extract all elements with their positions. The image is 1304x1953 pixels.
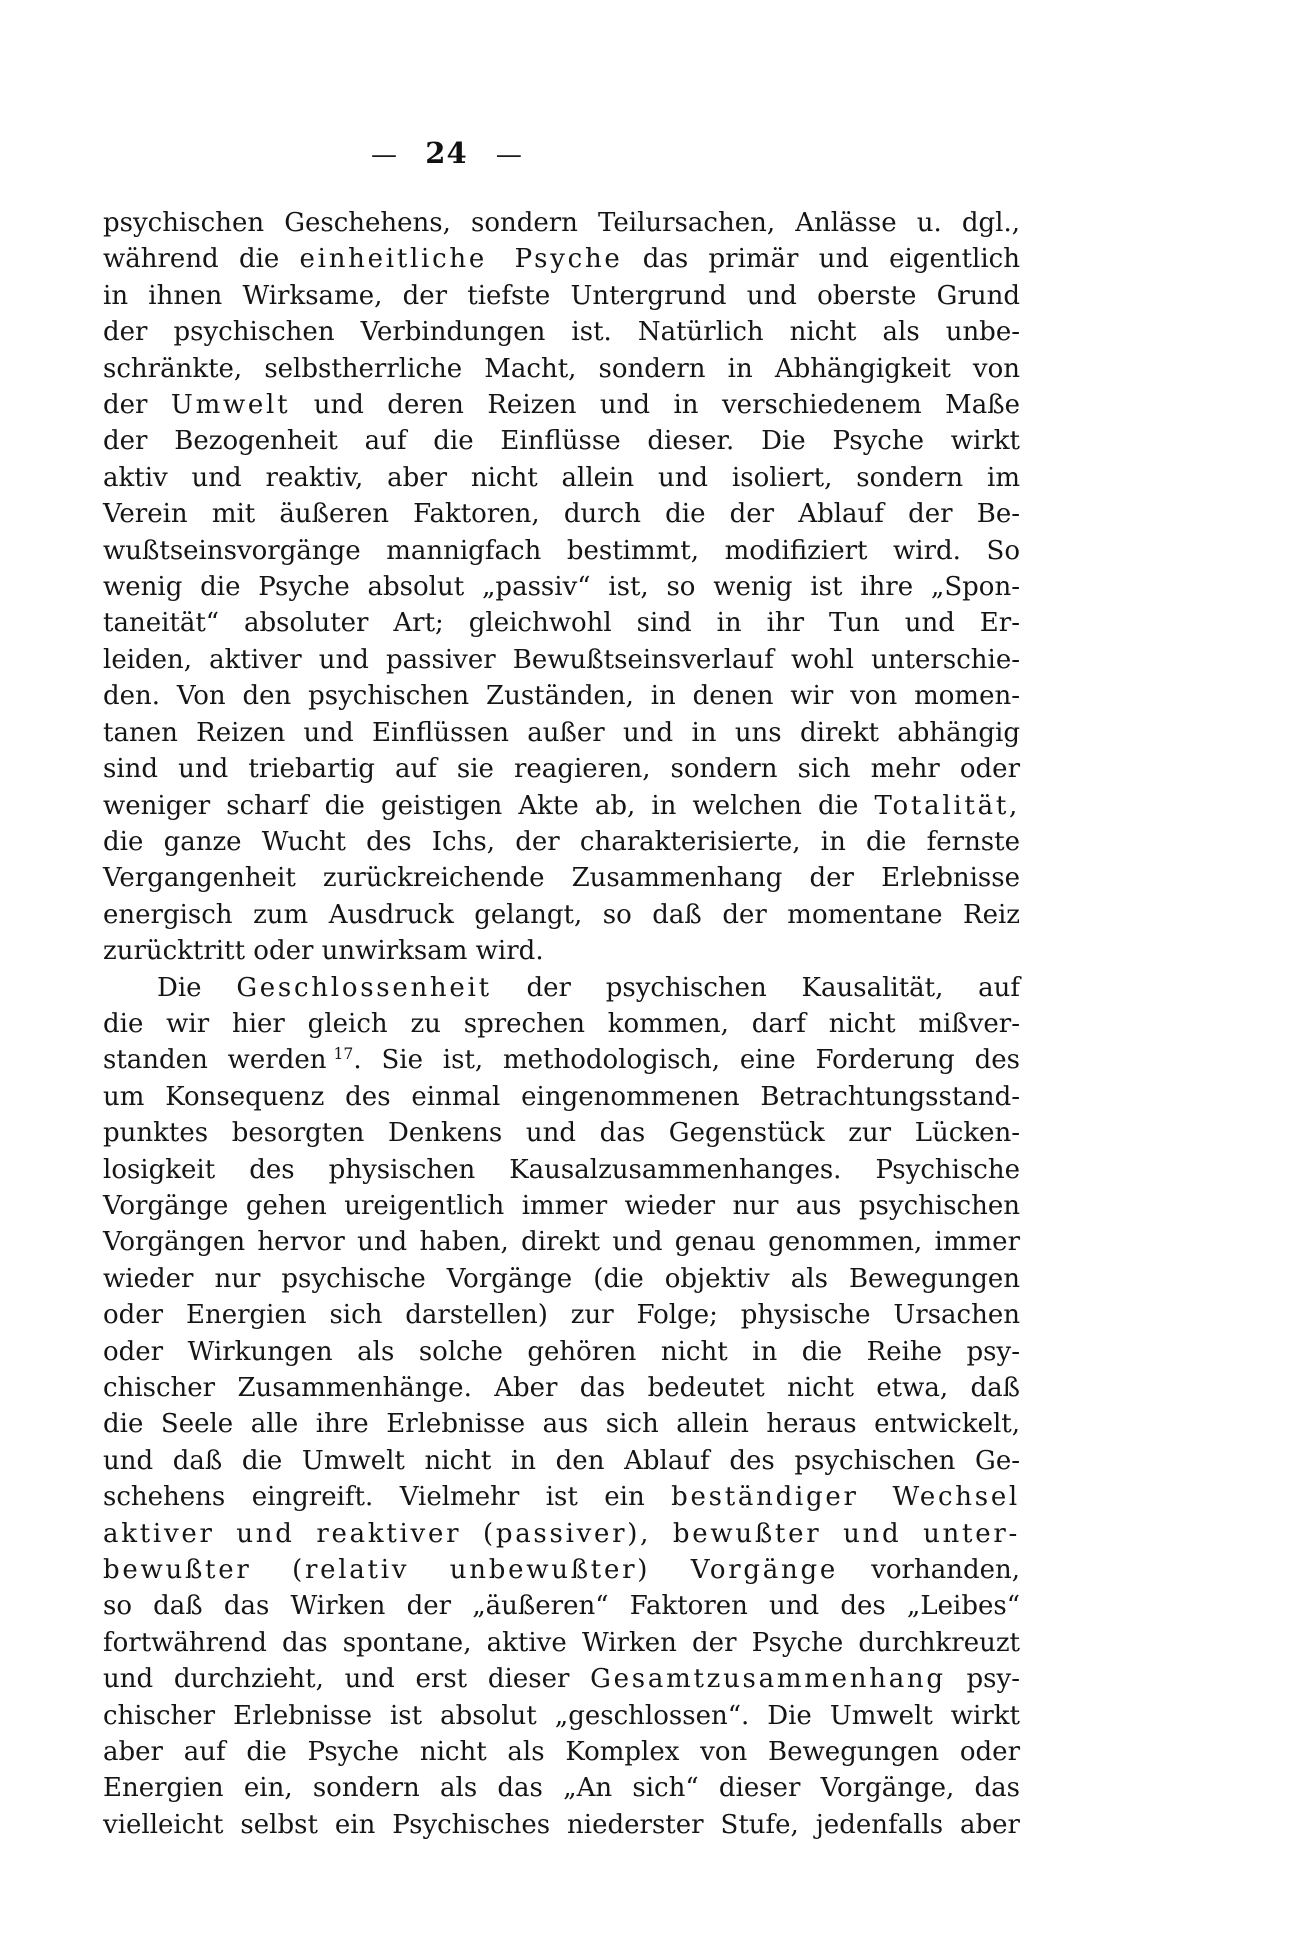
text-segment: und deren Reizen und in verschiedenem Maße bbox=[290, 390, 1020, 421]
text-segment: Vorgängen hervor und haben, direkt und genau genommen, immer bbox=[103, 1227, 1020, 1258]
text-line bbox=[103, 423, 1020, 459]
text-line bbox=[103, 788, 1020, 824]
footnote-reference: 17 bbox=[333, 1044, 354, 1063]
text-segment: der Bezogenheit auf die Einflüsse dieser. Die Psyche wirkt bbox=[103, 426, 1020, 457]
letterspaced-emphasis: Gesamtzusammenhang bbox=[590, 1664, 946, 1695]
text-line bbox=[103, 278, 1020, 314]
page-header-inner bbox=[371, 136, 522, 170]
text-segment: chischer Erlebnisse ist absolut „geschlossen“. Die Umwelt wirkt bbox=[103, 1700, 1020, 1731]
text-segment: Vergangenheit zurückreichende Zusammenhang der Erlebnisse bbox=[103, 863, 1020, 894]
text-line bbox=[103, 933, 1020, 969]
text-segment: während die bbox=[103, 244, 300, 275]
text-line bbox=[103, 1334, 1020, 1370]
letterspaced-emphasis: beständiger Wechsel bbox=[671, 1482, 1020, 1513]
text-block bbox=[103, 205, 1020, 1843]
text-line bbox=[103, 1807, 1020, 1843]
text-line bbox=[103, 460, 1020, 496]
text-segment: psy- bbox=[945, 1664, 1021, 1695]
text-line bbox=[103, 1516, 1020, 1552]
letterspaced-emphasis: Totalität, bbox=[874, 790, 1020, 821]
text-line bbox=[103, 1261, 1020, 1297]
text-segment: wieder nur psychische Vorgänge (die objektiv als Bewegungen bbox=[103, 1263, 1020, 1294]
text-line bbox=[103, 1297, 1020, 1333]
text-segment: leiden, aktiver und passiver Bewußtseinsverlauf wohl unterschie- bbox=[103, 644, 1020, 675]
text-line bbox=[103, 1224, 1020, 1260]
text-segment: und durchzieht, und erst dieser bbox=[103, 1664, 591, 1695]
text-segment: Verein mit äußeren Faktoren, durch die der Ablauf der Be- bbox=[103, 499, 1020, 530]
text-line bbox=[103, 1734, 1020, 1770]
text-segment: standen werden bbox=[103, 1045, 327, 1076]
text-segment: aber auf die Psyche nicht als Komplex von Bewegungen oder bbox=[103, 1737, 1020, 1768]
text-line bbox=[103, 751, 1020, 787]
header-dash-right: — bbox=[495, 140, 522, 170]
text-line bbox=[103, 1588, 1020, 1624]
text-segment: sind und triebartig auf sie reagieren, sondern sich mehr oder bbox=[103, 754, 1020, 785]
letterspaced-emphasis: einheitliche Psyche bbox=[299, 244, 623, 275]
text-line bbox=[103, 533, 1020, 569]
text-line bbox=[103, 860, 1020, 896]
text-line bbox=[103, 1443, 1020, 1479]
text-segment: der psychischen Kausalität, auf bbox=[491, 972, 1020, 1003]
text-segment: Vorgänge gehen ureigentlich immer wieder nur aus psychischen bbox=[103, 1190, 1020, 1221]
text-segment: die Seele alle ihre Erlebnisse aus sich allein heraus entwickelt, bbox=[103, 1409, 1020, 1440]
text-line bbox=[103, 1479, 1020, 1515]
text-line bbox=[103, 1006, 1020, 1042]
text-segment: Die bbox=[157, 972, 237, 1003]
letterspaced-emphasis: aktiver und reaktiver (passiver), bewußter und unter- bbox=[103, 1518, 1020, 1549]
page-header bbox=[103, 136, 1020, 170]
text-segment: losigkeit des physischen Kausalzusammenhanges. Psychische bbox=[103, 1154, 1020, 1185]
text-segment: weniger scharf die geistigen Akte ab, in welchen die bbox=[103, 790, 875, 821]
text-segment: punktes besorgten Denkens und das Gegenstück zur Lücken- bbox=[103, 1118, 1020, 1149]
text-segment: fortwährend das spontane, aktive Wirken der Psyche durchkreuzt bbox=[103, 1627, 1020, 1658]
text-line bbox=[103, 1698, 1020, 1734]
text-line bbox=[103, 496, 1020, 532]
text-line bbox=[103, 1188, 1020, 1224]
text-segment: der psychischen Verbindungen ist. Natürlich nicht als unbe- bbox=[103, 317, 1020, 348]
text-line bbox=[103, 1625, 1020, 1661]
text-line bbox=[103, 241, 1020, 277]
text-line bbox=[103, 605, 1020, 641]
text-line bbox=[103, 970, 1020, 1006]
text-line bbox=[103, 642, 1020, 678]
text-segment: tanen Reizen und Einflüssen außer und in uns direkt abhängig bbox=[103, 717, 1020, 748]
text-segment: um Konsequenz des einmal eingenommenen Betrachtungsstand- bbox=[103, 1081, 1020, 1112]
text-segment: den. Von den psychischen Zuständen, in denen wir von momen- bbox=[103, 681, 1020, 712]
text-segment: . Sie ist, methodologisch, eine Forderung des bbox=[353, 1045, 1020, 1076]
page-number: 24 bbox=[425, 136, 468, 170]
letterspaced-emphasis: bewußter (relativ unbewußter) Vorgänge bbox=[103, 1555, 838, 1586]
text-segment: aktiv und reaktiv, aber nicht allein und isoliert, sondern im bbox=[103, 462, 1020, 493]
letterspaced-emphasis: Umwelt bbox=[170, 390, 291, 421]
text-line bbox=[103, 1042, 1020, 1078]
text-segment: taneität“ absoluter Art; gleichwohl sind in ihr Tun und Er- bbox=[103, 608, 1020, 639]
text-line bbox=[103, 351, 1020, 387]
text-segment: oder Energien sich darstellen) zur Folge; physische Ursachen bbox=[103, 1300, 1020, 1331]
text-line bbox=[103, 1115, 1020, 1151]
text-segment: oder Wirkungen als solche gehören nicht in die Reihe psy- bbox=[103, 1336, 1020, 1367]
text-segment: die ganze Wucht des Ichs, der charakterisierte, in die fernste bbox=[103, 826, 1020, 857]
text-line bbox=[103, 824, 1020, 860]
text-segment: in ihnen Wirksame, der tiefste Untergrund und oberste Grund bbox=[103, 280, 1020, 311]
text-line bbox=[103, 314, 1020, 350]
text-segment: schehens eingreift. Vielmehr ist ein bbox=[103, 1482, 672, 1513]
text-line bbox=[103, 678, 1020, 714]
text-segment: psychischen Geschehens, sondern Teilursachen, Anlässe u. dgl., bbox=[103, 208, 1020, 238]
text-segment: chischer Zusammenhänge. Aber das bedeutet nicht etwa, daß bbox=[103, 1373, 1020, 1403]
text-line bbox=[103, 205, 1020, 241]
text-line bbox=[103, 569, 1020, 605]
text-segment: das primär und eigentlich bbox=[622, 244, 1020, 275]
text-segment: wußtseinsvorgänge mannigfach bestimmt, modifiziert wird. So bbox=[103, 535, 1020, 566]
text-line bbox=[103, 1770, 1020, 1806]
text-segment: wenig die Psyche absolut „passiv“ ist, so wenig ist ihre „Spon- bbox=[103, 572, 1020, 603]
text-segment: und daß die Umwelt nicht in den Ablauf des psychischen Ge- bbox=[103, 1445, 1020, 1476]
text-segment: vielleicht selbst ein Psychisches niederster Stufe, jedenfalls aber bbox=[103, 1809, 1020, 1840]
header-dash-left: — bbox=[371, 140, 397, 170]
text-segment: der bbox=[103, 390, 171, 421]
text-segment: so daß das Wirken der „äußeren“ Faktoren und des „Leibes“ bbox=[103, 1591, 1020, 1622]
text-line bbox=[103, 715, 1020, 751]
text-line bbox=[103, 1152, 1020, 1188]
letterspaced-emphasis: Geschlossenheit bbox=[236, 972, 492, 1003]
text-line bbox=[103, 1406, 1020, 1442]
text-segment: die wir hier gleich zu sprechen kommen, darf nicht mißver- bbox=[103, 1008, 1020, 1039]
text-line bbox=[103, 1661, 1020, 1697]
text-segment: energisch zum Ausdruck gelangt, so daß der momentane Reiz bbox=[103, 899, 1020, 930]
text-line bbox=[103, 1079, 1020, 1115]
text-segment: schränkte, selbstherrliche Macht, sondern in Abhängigkeit von bbox=[103, 353, 1020, 384]
text-line bbox=[103, 897, 1020, 933]
text-segment: zurücktritt oder unwirksam wird. bbox=[103, 936, 544, 967]
text-line bbox=[103, 1552, 1020, 1588]
text-segment: vorhanden, bbox=[837, 1555, 1020, 1586]
text-line bbox=[103, 1370, 1020, 1406]
text-line bbox=[103, 387, 1020, 423]
text-segment: Energien ein, sondern als das „An sich“ dieser Vorgänge, das bbox=[103, 1773, 1020, 1804]
